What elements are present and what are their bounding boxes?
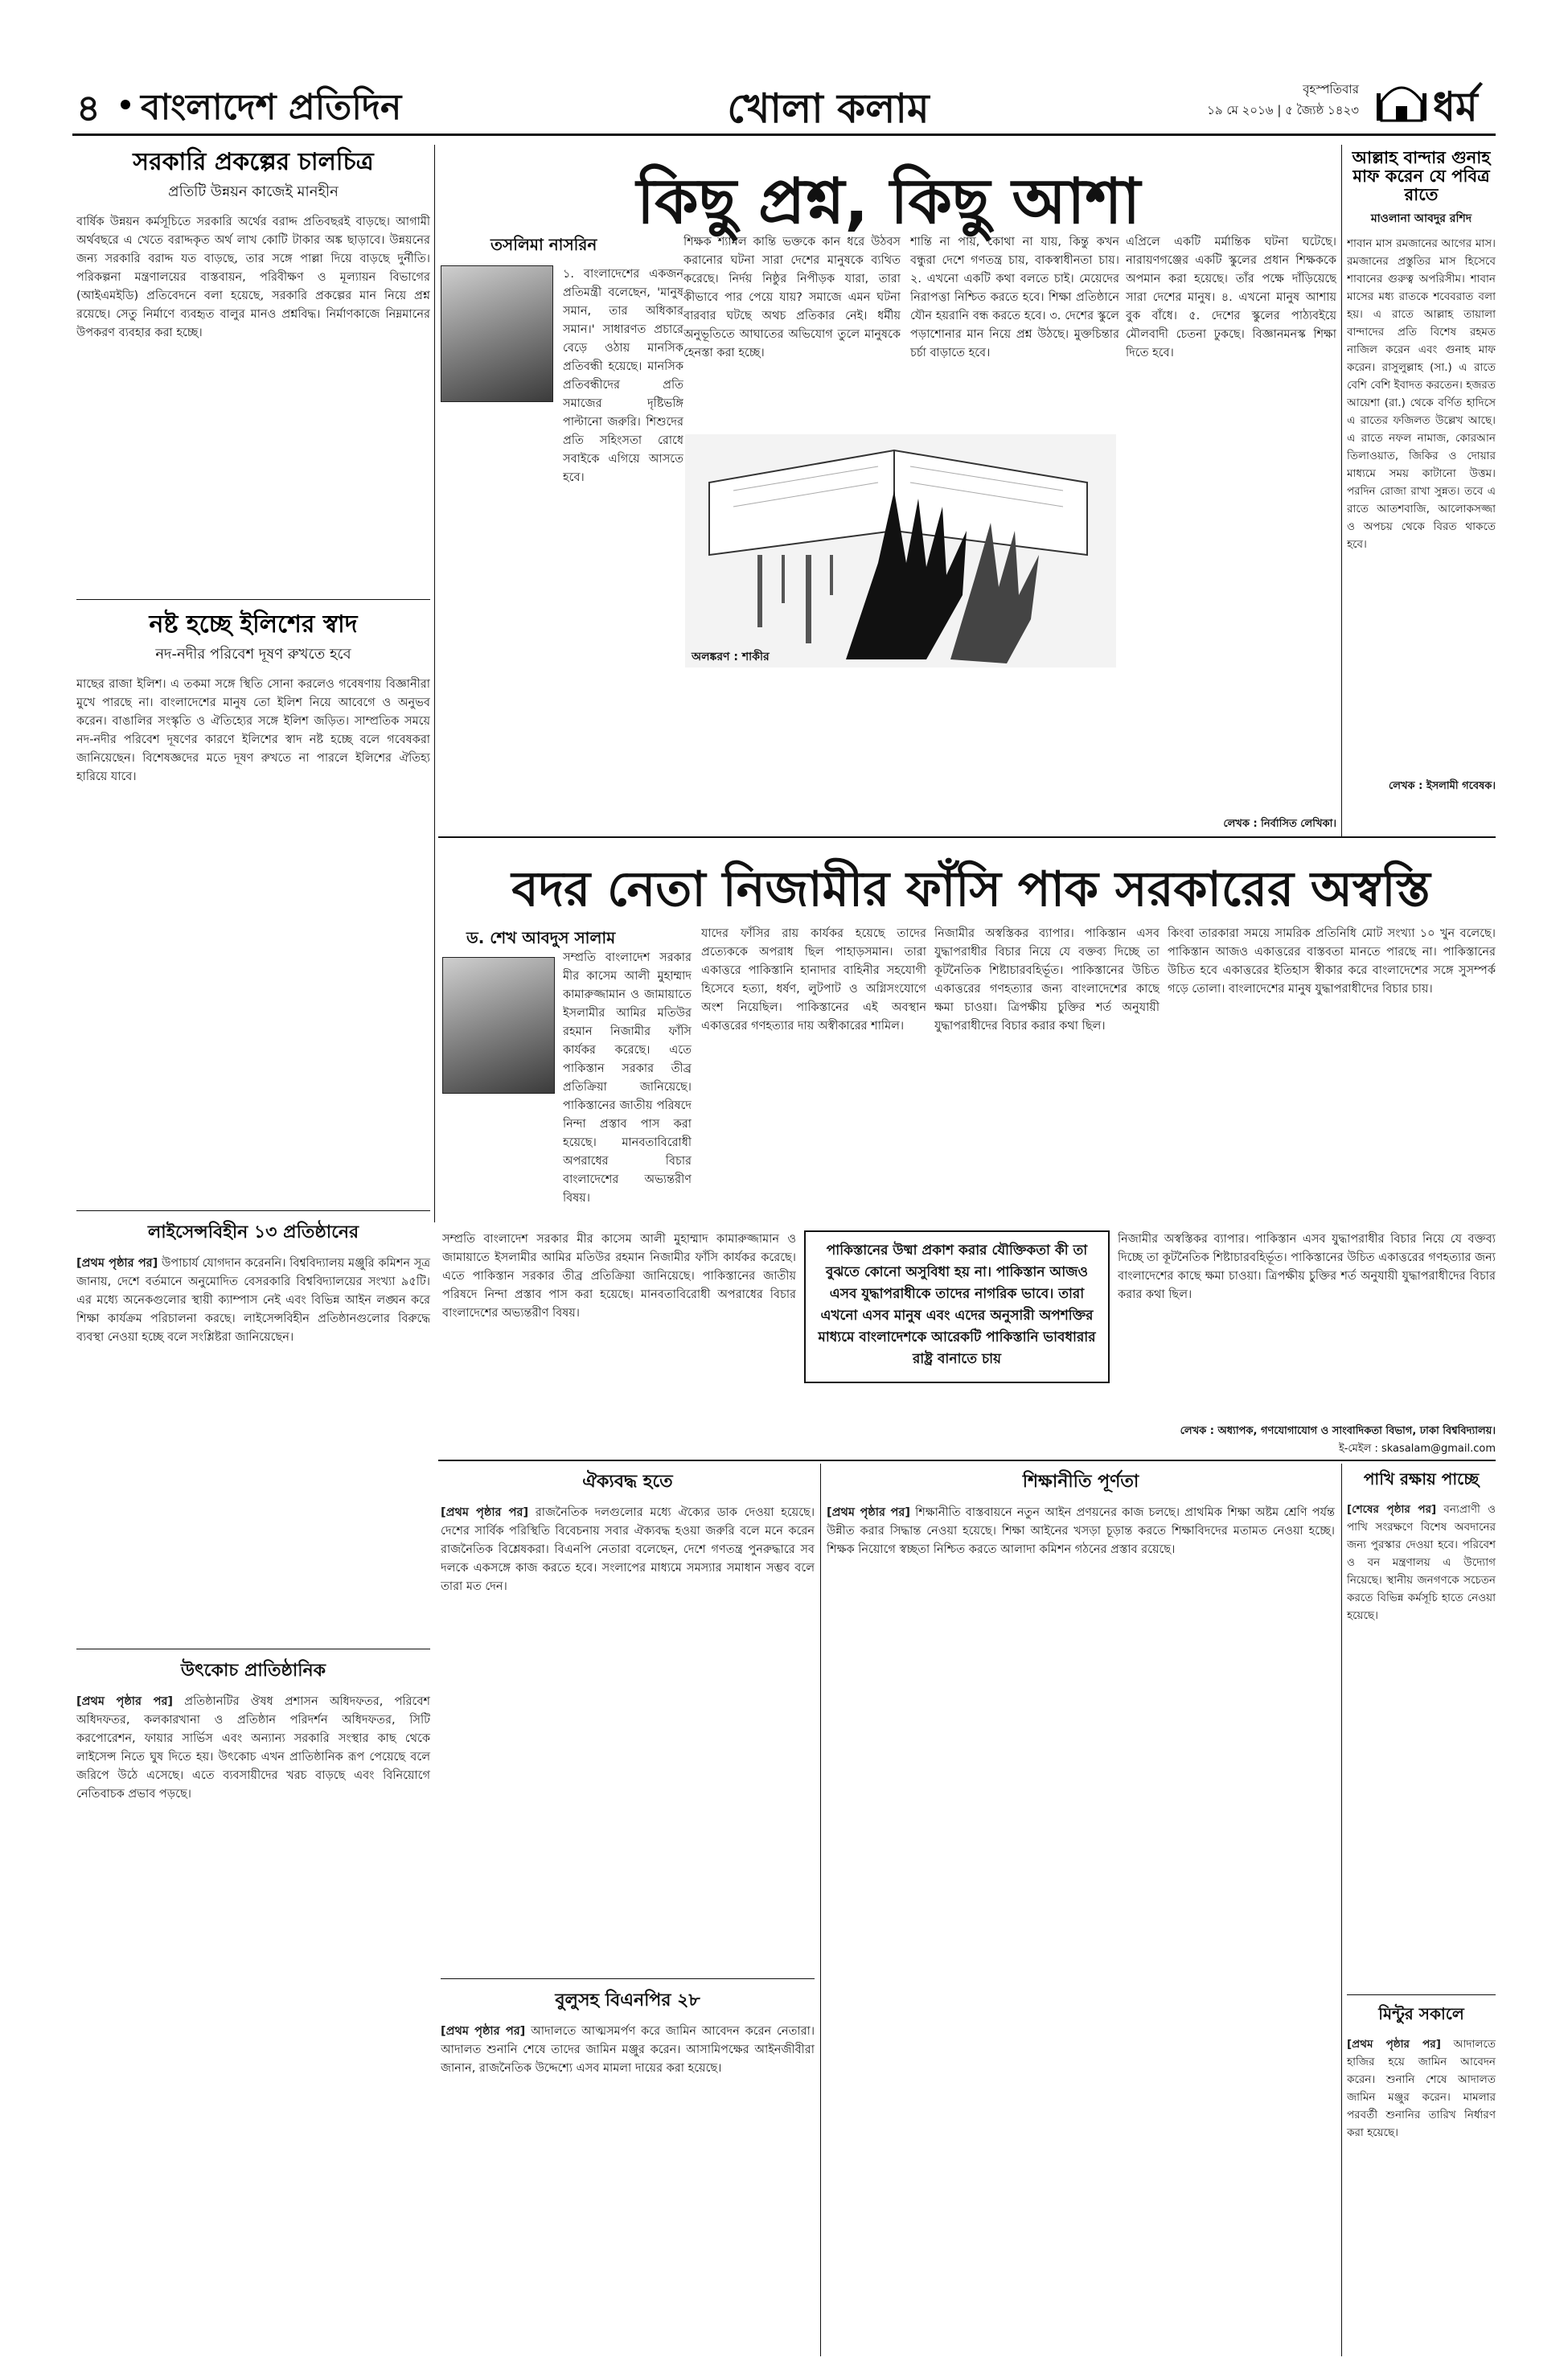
subheadline: নদ-নদীর পরিবেশ দূষণ রুখতে হবে — [155, 646, 351, 663]
continued-kicker: [প্রথম পৃষ্ঠার পর] — [76, 1257, 158, 1270]
headline: উৎকোচ প্রাতিষ্ঠানিক — [180, 1661, 326, 1681]
continued-kicker: [প্রথম পৃষ্ঠার পর] — [1347, 2038, 1441, 2051]
author-foot: লেখক : ইসলামী গবেষক। — [1388, 780, 1496, 793]
byline: ড. শেখ আবদুস সালাম — [466, 928, 616, 947]
subheadline: প্রতিটি উন্নয়ন কাজেই মানহীন — [168, 183, 339, 200]
byline: মাওলানা আবদুর রশিদ — [1370, 212, 1472, 226]
column-rule — [1341, 1464, 1342, 2356]
article-body: সম্প্রতি বাংলাদেশ সরকার মীর কাসেম আলী মুহাম্মাদ কামারুজ্জামান ও জামায়াতে ইসলামীর আমির মতিউর রহমান নিজামীর ফাঁসি কার্যকর করেছে। এতে পাকিস্তান সরকার তীব্র প্রতিক্রিয়া জানিয়েছে। পাকিস্তানের জাতীয় পরিষদে নিন্দা প্রস্তাব পাস করা হয়েছে। মানবতাবিরোধী অপরাধের বিচার বাংলাদেশের অভ্যন্তরীণ বিষয়। — [563, 951, 692, 1205]
issue-date: ১৯ মে ২০১৬ | ৫ জ্যৈষ্ঠ ১৪২৩ — [1207, 103, 1359, 117]
section-rule — [438, 1460, 1496, 1461]
headline: বুলুসহ বিএনপির ২৮ — [555, 1990, 700, 2011]
headline: ঐক্যবদ্ধ হতে — [582, 1472, 673, 1492]
article-body: বার্ষিক উন্নয়ন কর্মসূচিতে সরকারি অর্থের বরাদ্দ প্রতিবছরই বাড়ছে। আগামী অর্থবছরে এ খেতে বরাদ্দকৃত অর্থ লাখ কোটি টাকার অঙ্ক ছাড়াবে। উন্নয়নের জন্য সরকারি বরাদ্দ যত বাড়ছে, তার সঙ্গে পাল্লা দিয়ে বাড়ছে দুর্নীতি। পরিকল্পনা মন্ত্রণালয়ের বাস্তবায়ন, পরিবীক্ষণ ও মূল্যায়ন বিভাগের (আইএমইডি) প্রতিবেদনে বলা হয়েছে, সরকারি প্রকল্পের মান নিয়ে প্রশ্ন রয়েছে। সেতু নির্মাণে ব্যবহৃত বালুর মানও প্রশ্নবিদ্ধ। নির্মাণকাজে নিম্নমানের উপকরণ ব্যবহার করা হচ্ছে। — [76, 216, 430, 339]
article-body: যাদের ফাঁসির রায় কার্যকর হয়েছে তাদের প্রত্যেককে অপরাধ ছিল পাহাড়সমান। তারা একাত্তরে পাকিস্তানি হানাদার বাহিনীর সহযোগী হিসেবে হত্যা, ধর্ষণ, লুটপাট ও অগ্নিসংযোগে অংশ নিয়েছিল। পাকিস্তানের এই অবস্থান একাত্তরের গণহত্যার দায় অস্বীকারের শামিল। — [701, 927, 926, 1033]
article-body: উপাচার্য যোগদান করেননি। বিশ্ববিদ্যালয় মঞ্জুরি কমিশন সূত্র জানায়, দেশে বর্তমানে অনুমোদিত বেসরকারি বিশ্ববিদ্যালয়ের সংখ্যা ৯৫টি। এর মধ্যে অনেকগুলোর স্থায়ী ক্যাম্পাস নেই এবং বিভিন্ন আইন লঙ্ঘন করে শিক্ষা কার্যক্রম পরিচালনা করছে। লাইসেন্সবিহীন প্রতিষ্ঠানগুলোর বিরুদ্ধে ব্যবস্থা নেওয়া হচ্ছে বলে সংশ্লিষ্টরা জানিয়েছেন। — [76, 1257, 430, 1344]
headline: লাইসেন্সবিহীন ১৩ প্রতিষ্ঠানের — [147, 1222, 359, 1242]
pullquote-box — [804, 1230, 1110, 1383]
illustration-credit: অলঙ্করণ : শাকীর — [692, 651, 770, 663]
article-hilsa — [76, 611, 430, 1174]
headline: নষ্ট হচ্ছে ইলিশের স্বাদ — [149, 610, 358, 639]
section-rule — [76, 599, 430, 600]
column-rule — [1341, 145, 1342, 836]
author-foot: লেখক : নির্বাসিত লেখিকা। — [1223, 818, 1336, 830]
article-body: আদালতে হাজির হয়ে জামিন আবেদন করেন। শুনানি শেষে আদালত জামিন মঞ্জুর করেন। মামলার পরবর্তী শুনানির তারিখ নির্ধারণ করা হয়েছে। — [1347, 2038, 1496, 2139]
continued-kicker: [প্রথম পৃষ্ঠার পর] — [441, 2025, 526, 2038]
author-photo — [441, 265, 553, 402]
section-rule — [1347, 1994, 1496, 1995]
article-body: নিজামীর অস্বস্তিকর ব্যাপার। পাকিস্তান এসব যুদ্ধাপরাধীর বিচার নিয়ে যে বক্তব্য দিচ্ছে তা কূটনৈতিক শিষ্টাচারবহির্ভূত। পাকিস্তানের উচিত একাত্তরের গণহত্যার জন্য বাংলাদেশের কাছে ক্ষমা চাওয়া। ত্রিপক্ষীয় চুক্তির শর্ত অনুযায়ী যুদ্ধাপরাধীদের বিচার করার কথা ছিল। — [934, 927, 1160, 1033]
article-bribery — [76, 1657, 430, 1804]
continued-kicker: [প্রথম পৃষ্ঠার পর] — [76, 1695, 174, 1708]
section-rule — [76, 1210, 430, 1211]
article-body: বন্যপ্রাণী ও পাখি সংরক্ষণে বিশেষ অবদানের জন্য পুরস্কার দেওয়া হবে। পরিবেশ ও বন মন্ত্রণালয় এ উদ্যোগ নিয়েছে। স্থানীয় জনগণকে সচেতন করতে বিভিন্ন কর্মসূচি হাতে নেওয়া হয়েছে। — [1347, 1503, 1496, 1622]
headline: পাখি রক্ষায় পাচ্ছে — [1363, 1469, 1480, 1489]
mosque-icon — [1373, 69, 1430, 125]
pullquote: পাকিস্তানের উষ্মা প্রকাশ করার যৌক্তিকতা কী তা বুঝতে কোনো অসুবিধা হয় না। পাকিস্তান আজও এসব যুদ্ধাপরাধীকে তাদের নাগরিক ভাবে। তারা এখনো এসব মানুষ এবং এদের অনুসারী অপশক্তির মাধ্যমে বাংলাদেশকে আরেকটি পাকিস্তানি ভাবধারার রাষ্ট্র বানাতে চায় — [818, 1242, 1096, 1367]
column-rule — [434, 145, 435, 1222]
article-body: শিক্ষক শ্যামল কান্তি ভক্তকে কান ধরে উঠবস করানোর ঘটনা সারা দেশের মানুষকে ব্যথিত করেছে। নির্দয় নিষ্ঠুর নিপীড়ক যারা, তারা কীভাবে পার পেয়ে যায়? সমাজে এমন ঘটনা বারবার ঘটছে অথচ প্রতিকার নেই। ধর্মীয় অনুভূতিতে আঘাতের অভিযোগ তুলে মানুষকে হেনস্তা করা হচ্ছে। — [683, 236, 901, 359]
article-body: প্রতিষ্ঠানটির ঔষধ প্রশাসন অধিদফতর, পরিবেশ অধিদফতর, কলকারখানা ও প্রতিষ্ঠান পরিদর্শন অধিদফতর, সিটি করপোরেশন, ফায়ার সার্ভিস এবং অন্যান্য সরকারি সংস্থার কাছ থেকে লাইসেন্স নিতে ঘুষ দিতে হয়। উৎকোচ এখন প্রাতিষ্ঠানিক রূপ পেয়েছে বলে জরিপে উঠে এসেছে। এতে ব্যবসায়ীদের খরচ বাড়ছে এবং বিনিয়োগে নেতিবাচক প্রভাব পড়ছে। — [76, 1695, 430, 1801]
page-number: ৪ — [76, 86, 101, 129]
headline: শিক্ষানীতি পূর্ণতা — [1022, 1472, 1139, 1492]
article-body: ১. বাংলাদেশের একজন প্রতিমন্ত্রী বলেছেন, 'মানুষ সমান, তার অধিকার সমান।' সাধারণত প্রচারে বেড়ে ওঠায় মানসিক প্রতিবন্ধী হয়েছে। মানসিক প্রতিবন্ধীদের প্রতি সমাজের দৃষ্টিভঙ্গি পাল্টানো জরুরি। শিশুদের প্রতি সহিংসতা রোধে সবাইকে এগিয়ে আসতে হবে। — [563, 268, 683, 484]
article-license — [76, 1218, 430, 1347]
masthead-rule — [72, 133, 1496, 136]
article-body: মাছের রাজা ইলিশ। এ তকমা সঙ্গে স্থিতি সোনা করলেও গবেষণায় বিজ্ঞানীরা মুখে পারছে না। বাংলাদেশের মানুষ তো ইলিশ নিয়ে আবেগে ও অনুভব করেন। বাঙালির সংস্কৃতি ও ঐতিহ্যের সঙ্গে ইলিশ জড়িত। সাম্প্রতিক সময়ে নদ-নদীর পরিবেশ দূষণের কারণে ইলিশের স্বাদ নষ্ট হচ্ছে বলে গবেষকরা জানিয়েছেন। বিশেষজ্ঞদের মতে দূষণ রুখতে না পারলে ইলিশের ঐতিহ্য হারিয়ে যাবে। — [76, 678, 430, 783]
section-rule — [438, 836, 1496, 838]
article-body: শাবান মাস রমজানের আগের মাস। রমজানের প্রস্তুতির মাস হিসেবে শাবানের গুরুত্ব অপরিসীম। শাবান মাসের মধ্য রাতকে শবেবরাত বলা হয়। এ রাতে আল্লাহ তায়ালা বান্দাদের প্রতি বিশেষ রহমত নাজিল করেন এবং গুনাহ মাফ করেন। রাসুলুল্লাহ (সা.) এ রাতে বেশি বেশি ইবাদত করতেন। হজরত আয়েশা (রা.) থেকে বর্ণিত হাদিসে এ রাতের ফজিলত উল্লেখ আছে। এ রাতে নফল নামাজ, কোরআন তিলাওয়াত, জিকির ও দোয়ার মাধ্যমে সময় কাটানো উত্তম। পরদিন রোজা রাখা সুন্নত। তবে এ রাতে আতশবাজি, আলোকসজ্জা ও অপচয় থেকে বিরত থাকতে হবে। — [1347, 237, 1496, 552]
headline-nizami: বদর নেতা নিজামীর ফাঁসি পাক সরকারের অস্বস্তি — [511, 861, 1430, 918]
article-mintu — [1347, 2002, 1496, 2142]
continued-kicker: [প্রথম পৃষ্ঠার পর] — [827, 1506, 910, 1519]
section-title: খোলা কলাম — [727, 85, 930, 132]
masthead — [0, 0, 1568, 145]
headline: আল্লাহ বান্দার গুনাহ মাফ করেন যে পবিত্র রাতে — [1352, 148, 1491, 205]
article-education-policy — [827, 1468, 1335, 1559]
article-bnp — [441, 1986, 815, 2078]
article-unity — [441, 1468, 815, 1978]
issue-day: বৃহস্পতিবার — [1303, 82, 1359, 97]
article-body: নিজামীর অস্বস্তিকর ব্যাপার। পাকিস্তান এসব যুদ্ধাপরাধীর বিচার নিয়ে যে বক্তব্য দিচ্ছে তা কূটনৈতিক শিষ্টাচারবহির্ভূত। পাকিস্তানের উচিত একাত্তরের গণহত্যার জন্য বাংলাদেশের কাছে ক্ষমা চাওয়া। ত্রিপক্ষীয় চুক্তির শর্ত অনুযায়ী যুদ্ধাপরাধীদের বিচার করার কথা ছিল। — [1118, 1233, 1496, 1301]
article-body: কিংবা তারকারা সময়ে সামরিক প্রতিনিধি মোট সংখ্যা ১০ খুন বলেছে। পাকিস্তান আজও একাত্তরের বাস্তবতা মানতে পারছে না। পাকিস্তানের উচিত হবে একাত্তরের ইতিহাস স্বীকার করে বাংলাদেশের সঙ্গে সুসম্পর্ক গড়ে তোলা। বাংলাদেশের মানুষ যুদ্ধাপরাধীদের বিচার চায়। — [1168, 927, 1496, 996]
article-body: রাজনৈতিক দলগুলোর মধ্যে ঐক্যের ডাক দেওয়া হয়েছে। দেশের সার্বিক পরিস্থিতি বিবেচনায় সবার ঐক্যবদ্ধ হওয়া জরুরি বলে মনে করেন রাজনৈতিক বিশ্লেষকরা। বিএনপি নেতারা বলেছেন, দেশে গণতন্ত্র পুনরুদ্ধারে সব দলকে একসঙ্গে কাজ করতে হবে। সংলাপের মাধ্যমে সমস্যার সমাধান সম্ভব বলে তারা মত দেন। — [441, 1506, 815, 1593]
author-foot: লেখক : অধ্যাপক, গণযোগাযোগ ও সাংবাদিকতা বিভাগ, ঢাকা বিশ্ববিদ্যালয়। — [1180, 1425, 1496, 1437]
article-body: আদালতে আত্মসমর্পণ করে জামিন আবেদন করেন নেতারা। আদালত শুনানি শেষে তাদের জামিন মঞ্জুর করেন। আসামিপক্ষের আইনজীবীরা জানান, রাজনৈতিক উদ্দেশ্যে এসব মামলা দায়ের করা হয়েছে। — [441, 2025, 815, 2075]
religion-section-label: ধর্ম — [1433, 84, 1478, 130]
column-rule — [820, 1464, 821, 2356]
article-body: এপ্রিলে একটি মর্মান্তিক ঘটনা ঘটেছে। নারায়ণগঞ্জের একটি স্কুলের প্রধান শিক্ষককে অপমান করা হয়েছে। তাঁর পক্ষে দাঁড়িয়েছে সারা দেশের মানুষ। ৪. এখনো মানুষ আশায় বুক বাঁধে। ৫. দেশের স্কুলের পাঠ্যবইয়ে মৌলবাদী চেতনা ঢুকছে। বিজ্ঞানমনস্ক শিক্ষা দিতে হবে। — [1126, 236, 1336, 359]
author-photo — [442, 957, 555, 1094]
religion-article — [1347, 149, 1496, 795]
headline-some-questions: কিছু প্রশ্ন, কিছু আশা — [636, 166, 1141, 238]
headline: মিন্টুর সকালে — [1378, 2004, 1464, 2023]
author-email: ই-মেইল : skasalam@gmail.com — [1338, 1443, 1496, 1455]
paper-name: বাংলাদেশ প্রতিদিন — [141, 87, 402, 128]
continued-kicker: [শেষের পৃষ্ঠার পর] — [1347, 1503, 1437, 1516]
continued-kicker: [প্রথম পৃষ্ঠার পর] — [441, 1506, 529, 1519]
article-govt-projects — [76, 149, 430, 454]
article-body: সম্প্রতি বাংলাদেশ সরকার মীর কাসেম আলী মুহাম্মাদ কামারুজ্জামান ও জামায়াতে ইসলামীর আমির মতিউর রহমান নিজামীর ফাঁসি কার্যকর করেছে। এতে পাকিস্তান সরকার তীব্র প্রতিক্রিয়া জানিয়েছে। পাকিস্তানের জাতীয় পরিষদে নিন্দা প্রস্তাব পাস করা হয়েছে। মানবতাবিরোধী অপরাধের বিচার বাংলাদেশের অভ্যন্তরীণ বিষয়। — [442, 1233, 796, 1320]
article-bird-protection — [1347, 1468, 1496, 1624]
bullet-icon — [121, 100, 130, 109]
byline: তসলিমা নাসরিন — [491, 235, 597, 254]
article-body: শান্তি না পায়, কোথা না যায়, কিন্তু কখন বন্ধুরা দেশে গণতন্ত্র চায়, বাকস্বাধীনতা চায়। ২. এখনো একটি কথা বলতে চাই। মেয়েদের নিরাপত্তা নিশ্চিত করতে হবে। শিক্ষা প্রতিষ্ঠানে যৌন হয়রানি বন্ধ করতে হবে। ৩. দেশের স্কুলে পড়াশোনার মান নিয়ে প্রশ্ন উঠছে। মুক্তচিন্তার চর্চা বাড়াতে হবে। — [910, 236, 1119, 359]
section-rule — [441, 1978, 815, 1979]
article-body: শিক্ষানীতি বাস্তবায়নে নতুন আইন প্রণয়নের কাজ চলছে। প্রাথমিক শিক্ষা অষ্টম শ্রেণি পর্যন্ত উন্নীত করার সিদ্ধান্ত নেওয়া হয়েছে। শিক্ষা আইনের খসড়া চূড়ান্ত করতে শিক্ষাবিদদের মতামত নেওয়া হচ্ছে। শিক্ষক নিয়োগে স্বচ্ছতা নিশ্চিত করতে আলাদা কমিশন গঠনের প্রস্তাব রয়েছে। — [827, 1506, 1336, 1556]
hands-book-illustration — [685, 434, 1116, 667]
headline: সরকারি প্রকল্পের চালচিত্র — [133, 148, 374, 176]
